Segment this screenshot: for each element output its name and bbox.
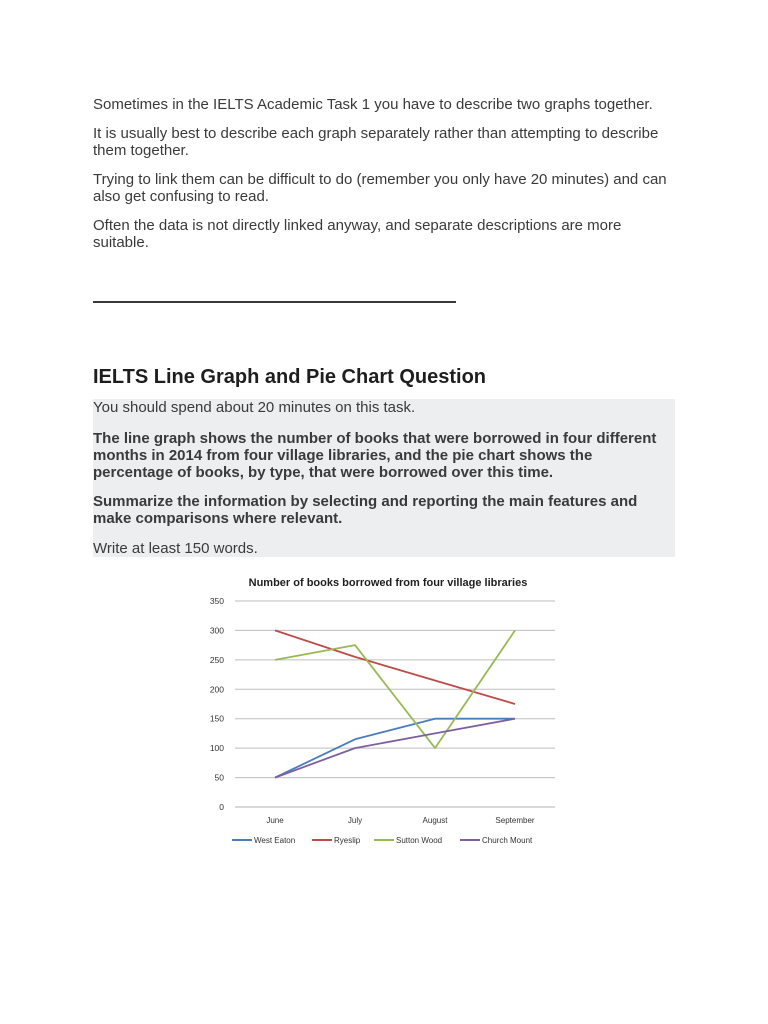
x-tick-label: June — [266, 816, 284, 825]
y-tick-label: 0 — [219, 802, 224, 812]
legend-label: Sutton Wood — [396, 836, 443, 845]
task-box — [93, 399, 675, 557]
intro-paragraph: It is usually best to describe each graph separately rather than attempting to describe them together. — [93, 125, 659, 159]
task-prompt: The line graph shows the number of books that were borrowed in four different months in 2014 from four village libraries, and the pie chart shows the percentage of books, by type, that were borrowed over this time. — [93, 430, 657, 481]
divider — [93, 301, 456, 303]
y-tick-label: 50 — [214, 772, 224, 783]
y-tick-label: 250 — [209, 654, 224, 665]
intro-paragraph: Trying to link them can be difficult to do (remember you only have 20 minutes) and can also get confusing to read. — [93, 171, 667, 205]
line-chart — [200, 570, 570, 855]
legend-label: Ryeslip — [334, 836, 361, 845]
intro-paragraph: Often the data is not directly linked anyway, and separate descriptions are more suitable. — [93, 217, 622, 251]
x-tick-label: August — [422, 816, 448, 825]
intro-text — [93, 96, 673, 263]
time-note: You should spend about 20 minutes on this task. — [93, 399, 416, 416]
legend-label: West Eaton — [254, 836, 296, 845]
y-tick-label: 200 — [209, 684, 224, 695]
y-tick-label: 100 — [209, 743, 224, 754]
word-count-note: Write at least 150 words. — [93, 540, 258, 557]
series-line-ryeslip — [275, 630, 515, 704]
y-tick-label: 350 — [209, 596, 224, 606]
y-tick-label: 150 — [209, 713, 224, 724]
chart-title: Number of books borrowed from four village libraries — [248, 577, 528, 589]
intro-paragraph: Sometimes in the IELTS Academic Task 1 you have to describe two graphs together. — [93, 96, 653, 113]
legend-label: Church Mount — [482, 836, 533, 845]
task-instruction: Summarize the information by selecting and reporting the main features and make comparisons where relevant. — [93, 493, 638, 527]
x-tick-label: July — [347, 816, 363, 825]
section-heading: IELTS Line Graph and Pie Chart Question — [93, 366, 487, 388]
x-tick-label: September — [495, 816, 535, 825]
y-tick-label: 300 — [209, 625, 224, 636]
line-chart-svg — [200, 570, 570, 855]
